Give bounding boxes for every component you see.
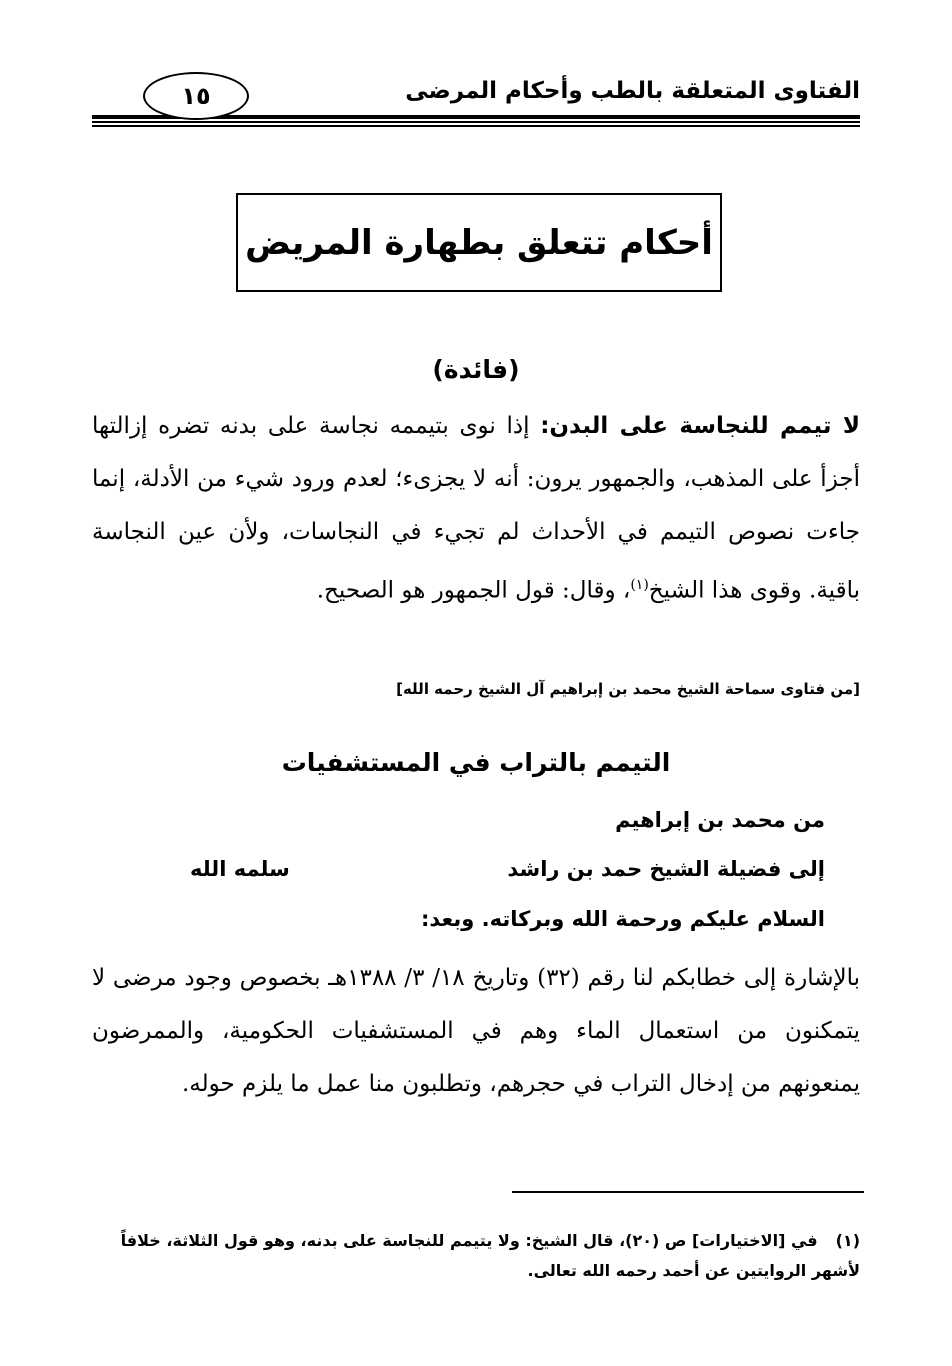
page-number-badge <box>143 72 249 120</box>
letter-from: من محمد بن إبراهيم <box>615 808 825 832</box>
footnote <box>92 1226 860 1286</box>
fatwa1-body-end: ، وقال: قول الجمهور هو الصحيح. <box>316 577 631 604</box>
letter-to: إلى فضيلة الشيخ حمد بن راشد <box>507 857 825 881</box>
letter-blessing: سلمه الله <box>190 857 290 881</box>
fatwa1-heading: (فائدة) <box>432 355 520 384</box>
footnote-reference[interactable]: (١) <box>630 577 649 593</box>
header-rule-thin-2 <box>92 125 860 127</box>
page-number: ١٥ <box>181 82 211 110</box>
fatwa2-heading: التيمم بالتراب في المستشفيات <box>281 748 671 777</box>
section-title: أحكام تتعلق بطهارة المريض <box>245 222 713 263</box>
footnote-rule <box>512 1191 864 1193</box>
letter-greeting: السلام عليكم ورحمة الله وبركاته. وبعد: <box>420 907 825 931</box>
fatwa1-source: [من فتاوى سماحة الشيخ محمد بن إبراهيم آل الشيخ رحمه الله] <box>396 680 860 698</box>
fatwa1-body: إذا نوى بتيممه نجاسة على بدنه تضره إزالتها أجزأ على المذهب، والجمهور يرون: أنه لا يجزىء؛ لعدم ورود شيء من الأدلة، إنما جاءت نصوص التيمم في الأحداث لم تجيء في النجاسات، ولأن عين النجاسة باقية. وقوى هذا الشيخ <box>92 413 860 604</box>
fatwa1-lead: لا تيمم للنجاسة على البدن: <box>540 413 860 439</box>
fatwa2-paragraph: بالإشارة إلى خطابكم لنا رقم (٣٢) وتاريخ ١٨/ ٣/ ١٣٨٨هـ بخصوص وجود مرضى لا يتمكنون من استعمال الماء وهم في المستشفيات الحكومية، والممرضون يمنعونهم من إدخال التراب في حجرهم، وتطلبون منا عمل ما يلزم حوله. <box>92 965 861 1097</box>
footnote-marker: (١) <box>835 1231 860 1250</box>
fatwa1-paragraph <box>92 400 860 618</box>
footnote-text: في [الاختيارات] ص (٢٠)، قال الشيخ: ولا يتيمم للنجاسة على بدنه، وهو قول الثلاثة، خلافاً لأشهر الروايتين عن أحمد رحمه الله تعالى. <box>120 1231 860 1280</box>
book-title: الفتاوى المتعلقة بالطب وأحكام المرضى <box>405 78 860 104</box>
section-title-box <box>236 193 722 292</box>
header-rule-thin-1 <box>92 121 860 123</box>
